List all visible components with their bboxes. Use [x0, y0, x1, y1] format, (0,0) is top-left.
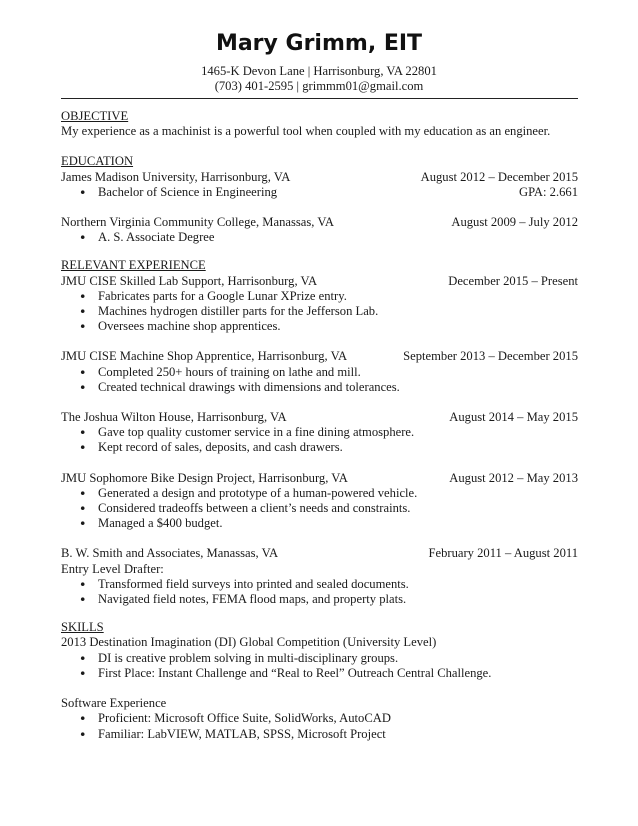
education-org: James Madison University, Harrisonburg, VA: [61, 169, 291, 184]
list-item: • DI is creative problem solving in multi-disciplinary groups.: [98, 651, 578, 666]
experience-dates: December 2015 – Present: [448, 273, 578, 288]
resume-body: [61, 109, 578, 755]
list-item: • Generated a design and prototype of a human-powered vehicle.: [98, 486, 578, 501]
experience-entry-header: [61, 274, 578, 289]
education-section: [61, 154, 578, 245]
list-item: • Transformed field surveys into printed and sealed documents.: [98, 577, 578, 592]
experience-entry: [61, 471, 578, 532]
list-item: • Proficient: Microsoft Office Suite, SolidWorks, AutoCAD: [98, 711, 578, 726]
experience-dates: August 2014 – May 2015: [449, 410, 578, 425]
list-item: • Managed a $400 budget.: [98, 516, 578, 531]
list-item: • Machines hydrogen distiller parts for the Jefferson Lab.: [98, 304, 578, 319]
experience-entry-header: [61, 471, 578, 486]
list-item: • Completed 250+ hours of training on lathe and mill.: [98, 365, 578, 380]
education-degree: • Bachelor of Science in Engineering: [98, 184, 278, 199]
list-item: [98, 185, 578, 200]
list-item: • A. S. Associate Degree: [98, 230, 578, 245]
list-item: • Fabricates parts for a Google Lunar XPrize entry.: [98, 289, 578, 304]
experience-org: JMU Sophomore Bike Design Project, Harrisonburg, VA: [61, 470, 348, 485]
experience-bullets: [61, 486, 578, 532]
experience-heading: RELEVANT EXPERIENCE: [61, 258, 206, 273]
candidate-name: Mary Grimm, EIT: [215, 31, 423, 56]
education-entry-header: [61, 215, 578, 230]
experience-entry-header: [61, 349, 578, 364]
list-item: • Considered tradeoffs between a client’s needs and constraints.: [98, 501, 578, 516]
education-dates: August 2012 – December 2015: [420, 169, 578, 184]
spacer: [61, 681, 578, 696]
education-org: Northern Virginia Community College, Manassas, VA: [61, 215, 334, 230]
list-item: • Gave top quality customer service in a fine dining atmosphere.: [98, 425, 578, 440]
education-heading: EDUCATION: [61, 154, 134, 169]
experience-org: JMU CISE Skilled Lab Support, Harrisonburg, VA: [61, 273, 318, 288]
experience-subtitle: Entry Level Drafter:: [61, 561, 164, 576]
list-item: • Familiar: LabVIEW, MATLAB, SPSS, Microsoft Project: [98, 727, 578, 742]
education-detail-list: [61, 230, 578, 245]
experience-entry: [61, 546, 578, 607]
experience-org: JMU CISE Machine Shop Apprentice, Harrisonburg, VA: [61, 349, 348, 364]
experience-entry: [61, 349, 578, 395]
education-detail-list: [61, 185, 578, 200]
objective-heading: OBJECTIVE: [61, 109, 129, 123]
list-item: • Created technical drawings with dimensions and tolerances.: [98, 380, 578, 395]
objective-section: [61, 109, 578, 139]
address-line: 1465-K Devon Lane | Harrisonburg, VA 22801: [201, 64, 437, 78]
list-item: • Oversees machine shop apprentices.: [98, 319, 578, 334]
experience-dates: August 2012 – May 2013: [449, 470, 578, 485]
experience-bullets: [61, 365, 578, 395]
skills-group-title: Software Experience: [61, 696, 167, 711]
experience-entry: [61, 274, 578, 335]
experience-section: [61, 258, 578, 607]
list-item: • Kept record of sales, deposits, and cash drawers.: [98, 440, 578, 455]
experience-entry-header: [61, 410, 578, 425]
education-entry-header: [61, 170, 578, 185]
experience-bullets: [61, 289, 578, 335]
skills-bullets: [61, 651, 578, 681]
experience-org: The Joshua Wilton House, Harrisonburg, VA: [61, 410, 287, 425]
education-gpa: GPA: 2.661: [518, 184, 578, 199]
skills-heading: SKILLS: [61, 620, 104, 635]
education-entry: [61, 215, 578, 245]
experience-entry-header: [61, 546, 578, 561]
experience-dates: September 2013 – December 2015: [403, 349, 578, 364]
list-item: • Navigated field notes, FEMA flood maps, and property plats.: [98, 592, 578, 607]
experience-entry: [61, 410, 578, 456]
experience-bullets: [61, 425, 578, 455]
education-detail-row: [98, 185, 578, 200]
skills-bullets: [61, 711, 578, 741]
education-dates: August 2009 – July 2012: [451, 215, 578, 230]
list-item: • First Place: Instant Challenge and “Real to Reel” Outreach Central Challenge.: [98, 666, 578, 681]
objective-text: My experience as a machinist is a powerful tool when coupled with my education as an engineer.: [61, 124, 551, 139]
skills-group-title: 2013 Destination Imagination (DI) Global Competition (University Level): [61, 635, 437, 650]
skills-section: [61, 620, 578, 741]
phone-email-line: (703) 401-2595 | grimmm01@gmail.com: [214, 79, 424, 93]
experience-bullets: [61, 577, 578, 607]
experience-dates: February 2011 – August 2011: [428, 546, 578, 561]
education-entry: [61, 170, 578, 200]
experience-org: B. W. Smith and Associates, Manassas, VA: [61, 546, 279, 561]
header-divider: [61, 98, 578, 99]
